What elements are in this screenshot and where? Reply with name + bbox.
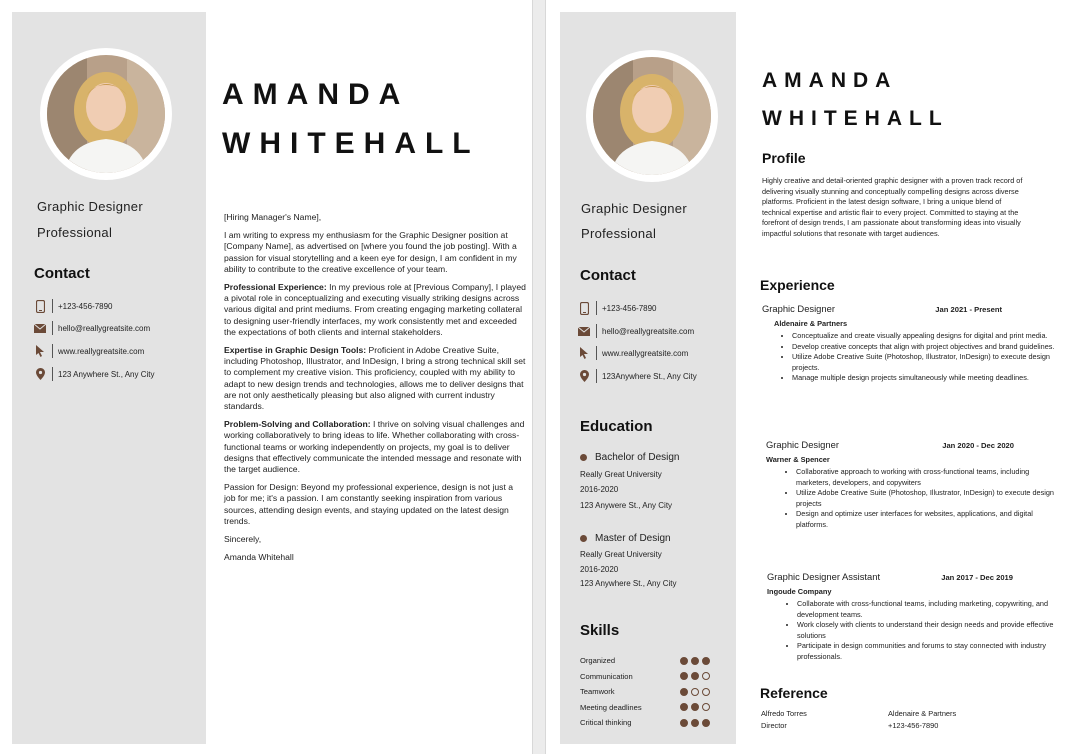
mail-icon [34, 321, 46, 335]
contact-heading: Contact [580, 267, 636, 284]
contact-separator [596, 324, 597, 338]
rating-dot-empty [702, 688, 710, 696]
skill-label: Critical thinking [580, 718, 632, 728]
letter-paragraph-passion: Passion for Design: Beyond my professional experience, design is not just a job for me; it's a passion. I am constantly seeking inspiration from various sources, attending design events, and staying updated on the latest design trends. [224, 482, 514, 526]
job-title-line1: Graphic Designer [37, 199, 143, 214]
paragraph-title: Professional Experience: [224, 282, 327, 293]
website-text: www.reallygreatsite.com [602, 348, 689, 358]
job-company: Warner & Spencer [766, 455, 830, 464]
portrait-image [47, 55, 165, 173]
profile-heading: Profile [762, 150, 806, 166]
paragraph-body: In my previous role at [Previous Company], I played a pivotal role in conceptualizing and executing visually striking designs across various digital and print mediums. From creating engaging marketing collateral to designing user-friendly interfaces, my work consistently met and exceeded the expectations of both clients and internal stakeholders. [224, 282, 526, 337]
letter-closing: Sincerely, [224, 534, 262, 545]
paragraph-title: Problem-Solving and Collaboration: [224, 419, 371, 430]
experience-job-3 [767, 571, 1054, 663]
rating-dot-filled [691, 672, 699, 680]
job-header [766, 439, 1014, 450]
rating-dot-empty [691, 688, 699, 696]
experience-job-1 [762, 303, 1055, 384]
letter-salutation: [Hiring Manager's Name], [224, 212, 322, 222]
last-name: WHITEHALL [222, 127, 480, 160]
letter-signature: Amanda Whitehall [224, 552, 294, 563]
job-dates: Jan 2020 - Dec 2020 [942, 441, 1014, 450]
contact-email [578, 324, 694, 338]
rating-dot-empty [702, 703, 710, 711]
cover-letter-body [224, 212, 526, 570]
letter-intro: I am writing to express my enthusiasm for the Graphic Designer position at [Company Name], as advertised on [where you found the job posting]. With a passion for visual storytelling and a keen eye for design, I am confident in my ability to contribute to the creative excellence of your team. [224, 230, 517, 274]
list-item: • Work closely with clients to understand their design needs and provide effective solutions [797, 620, 1063, 641]
reference-heading: Reference [760, 685, 828, 701]
address-text: 123Anywhere St., Any City [602, 371, 697, 381]
education-item-2-address: 123 Anywhere St., Any City [580, 579, 677, 588]
profile-photo [40, 48, 172, 180]
education-item-2-years: 2016-2020 [580, 565, 619, 574]
job-dates: Jan 2021 - Present [935, 305, 1002, 314]
cover-letter-page [0, 0, 532, 754]
rating-dot-filled [691, 657, 699, 665]
job-company: Aldenaire & Partners [774, 319, 848, 328]
portrait-image [593, 57, 711, 175]
paragraph-title: Expertise in Graphic Design Tools: [224, 345, 367, 356]
job-dates: Jan 2017 - Dec 2019 [941, 573, 1013, 582]
cursor-icon [578, 346, 590, 360]
experience-job-2 [766, 439, 1054, 531]
skill-rating [680, 703, 710, 711]
skill-label: Communication [580, 671, 633, 681]
list-item: • Collaborative approach to working with cross-functional teams, including marketers, developers, and copywiters [796, 467, 1058, 488]
cursor-icon [34, 344, 46, 358]
contact-separator [596, 369, 597, 383]
profile-summary: Highly creative and detail-oriented graphic designer with a proven track record of delivering visually stunning and conceptually compelling designs across diverse platforms. Proficient in the latest design software, I bring a unique blend of technical expertise and artistic flair to every project. Committed to staying at the forefront of design trends, I am passionate about transforming ideas into visually impactful solutions that resonate with target audiences. [762, 176, 1023, 238]
contact-separator [52, 299, 53, 313]
rating-dot-filled [691, 703, 699, 711]
rating-dot-filled [680, 657, 688, 665]
phone-text: +123-456-7890 [58, 301, 113, 311]
education-heading: Education [580, 418, 653, 435]
job-header [762, 303, 1002, 314]
rating-dot-filled [702, 719, 710, 727]
phone-text: +123-456-7890 [602, 303, 657, 313]
job-bullets [792, 331, 1062, 384]
contact-phone [578, 301, 657, 315]
contact-email [34, 321, 150, 335]
list-item: • Conceptualize and create visually appealing designs for digital and print media. [792, 331, 1062, 342]
contact-heading: Contact [34, 265, 90, 282]
phone-icon [578, 301, 590, 315]
job-title-line2: Professional [37, 225, 113, 240]
paragraph-body: I thrive on solving visual challenges and working collaboratively to bring ideas to life. Whether collaborating with cross-functional teams or working independently on projects, my goal is to deliver designs that effectively communicate the intended message and resonate with the target audience. [224, 419, 525, 475]
degree-text: Master of Design [595, 533, 671, 544]
list-item: • Manage multiple design projects simultaneously while meeting deadlines. [792, 373, 1062, 384]
mail-icon [578, 324, 590, 338]
profile-photo [586, 50, 718, 182]
skill-label: Meeting deadlines [580, 702, 642, 712]
reference-company: Aldenaire & Partners [888, 709, 957, 718]
contact-address [34, 367, 155, 381]
job-bullets [796, 467, 1058, 531]
skills-heading: Skills [580, 622, 620, 639]
first-name: AMANDA [762, 69, 898, 92]
website-text: www.reallygreatsite.com [58, 346, 145, 356]
job-company: Ingoude Company [767, 587, 832, 596]
job-title-line2: Professional [581, 226, 657, 241]
bullet-dot [580, 454, 587, 461]
rating-dot-filled [680, 703, 688, 711]
skill-rating [680, 672, 710, 680]
contact-separator [596, 301, 597, 315]
education-item-1-degree [580, 452, 680, 463]
education-item-1-school: Really Great University [580, 470, 662, 479]
list-item: • Utilize Adobe Creative Suite (Photoshop, Illustrator, InDesign) to execute design projects. [792, 352, 1062, 373]
list-item: • Utilize Adobe Creative Suite (Photoshop, Illustrator, InDesign) to execute design projects [796, 488, 1058, 509]
rating-dot-filled [691, 719, 699, 727]
list-item: • Collaborate with cross-functional teams, including marketing, copywriting, and development teams. [797, 599, 1063, 620]
skill-row [580, 672, 710, 681]
first-name: AMANDA [222, 78, 410, 111]
list-item: • Participate in design communities and forums to stay connected with industry professionals. [797, 641, 1063, 662]
reference-role: Director [761, 721, 787, 730]
location-pin-icon [34, 367, 46, 381]
letter-paragraph-experience [224, 282, 526, 338]
contact-phone [34, 299, 113, 313]
job-title: Graphic Designer Assistant [767, 571, 881, 582]
education-item-1-years: 2016-2020 [580, 485, 619, 494]
contact-separator [52, 321, 53, 335]
letter-paragraph-tools [224, 345, 526, 412]
reference-name: Alfredo Torres [761, 709, 807, 718]
rating-dot-filled [680, 719, 688, 727]
skill-rating [680, 719, 710, 727]
experience-heading: Experience [760, 277, 835, 293]
skill-row [580, 703, 710, 712]
job-header [767, 571, 1013, 582]
contact-separator [52, 367, 53, 381]
degree-text: Bachelor of Design [595, 452, 680, 463]
job-bullets [797, 599, 1063, 663]
bullet-dot [580, 535, 587, 542]
contact-website [578, 346, 688, 360]
email-text: hello@reallygreatsite.com [602, 326, 695, 336]
skill-row [580, 718, 710, 727]
paragraph-body: Proficient in Adobe Creative Suite, including Photoshop, Illustrator, and InDesign, I bring a strong technical skill set to complement my creative vision. This proficiency, coupled with my ability to adapt to new design trends and technologies, allows me to deliver designs that are not only aesthetically pleasing but also aligned with current industry standards. [224, 345, 526, 412]
reference-phone: +123-456-7890 [888, 721, 939, 730]
letter-paragraph-collaboration [224, 419, 526, 475]
rating-dot-empty [702, 672, 710, 680]
skill-label: Teamwork [580, 687, 615, 697]
location-pin-icon [578, 369, 590, 383]
education-item-2-degree [580, 533, 671, 544]
rating-dot-filled [680, 688, 688, 696]
rating-dot-filled [680, 672, 688, 680]
phone-icon [34, 299, 46, 313]
contact-separator [52, 344, 53, 358]
job-title-line1: Graphic Designer [581, 201, 687, 216]
skill-rating [680, 657, 710, 665]
job-title: Graphic Designer [762, 303, 835, 314]
education-item-2-school: Really Great University [580, 550, 662, 559]
last-name: WHITEHALL [762, 107, 949, 130]
skill-row [580, 687, 710, 696]
address-text: 123 Anywhere St., Any City [58, 369, 155, 379]
skill-row [580, 656, 710, 665]
job-title: Graphic Designer [766, 439, 839, 450]
education-item-1-address: 123 Anywere St., Any City [580, 501, 673, 510]
skill-rating [680, 688, 710, 696]
list-item: • Design and optimize user interfaces for websites, applications, and digital platforms. [796, 509, 1058, 530]
contact-separator [596, 346, 597, 360]
email-text: hello@reallygreatsite.com [58, 323, 151, 333]
resume-page [546, 0, 1080, 754]
rating-dot-filled [702, 657, 710, 665]
page-divider [532, 0, 546, 754]
list-item: • Develop creative concepts that align with project objectives and brand guidelines. [792, 342, 1062, 353]
skill-label: Organized [580, 656, 616, 665]
contact-website [34, 344, 144, 358]
contact-address [578, 369, 697, 383]
